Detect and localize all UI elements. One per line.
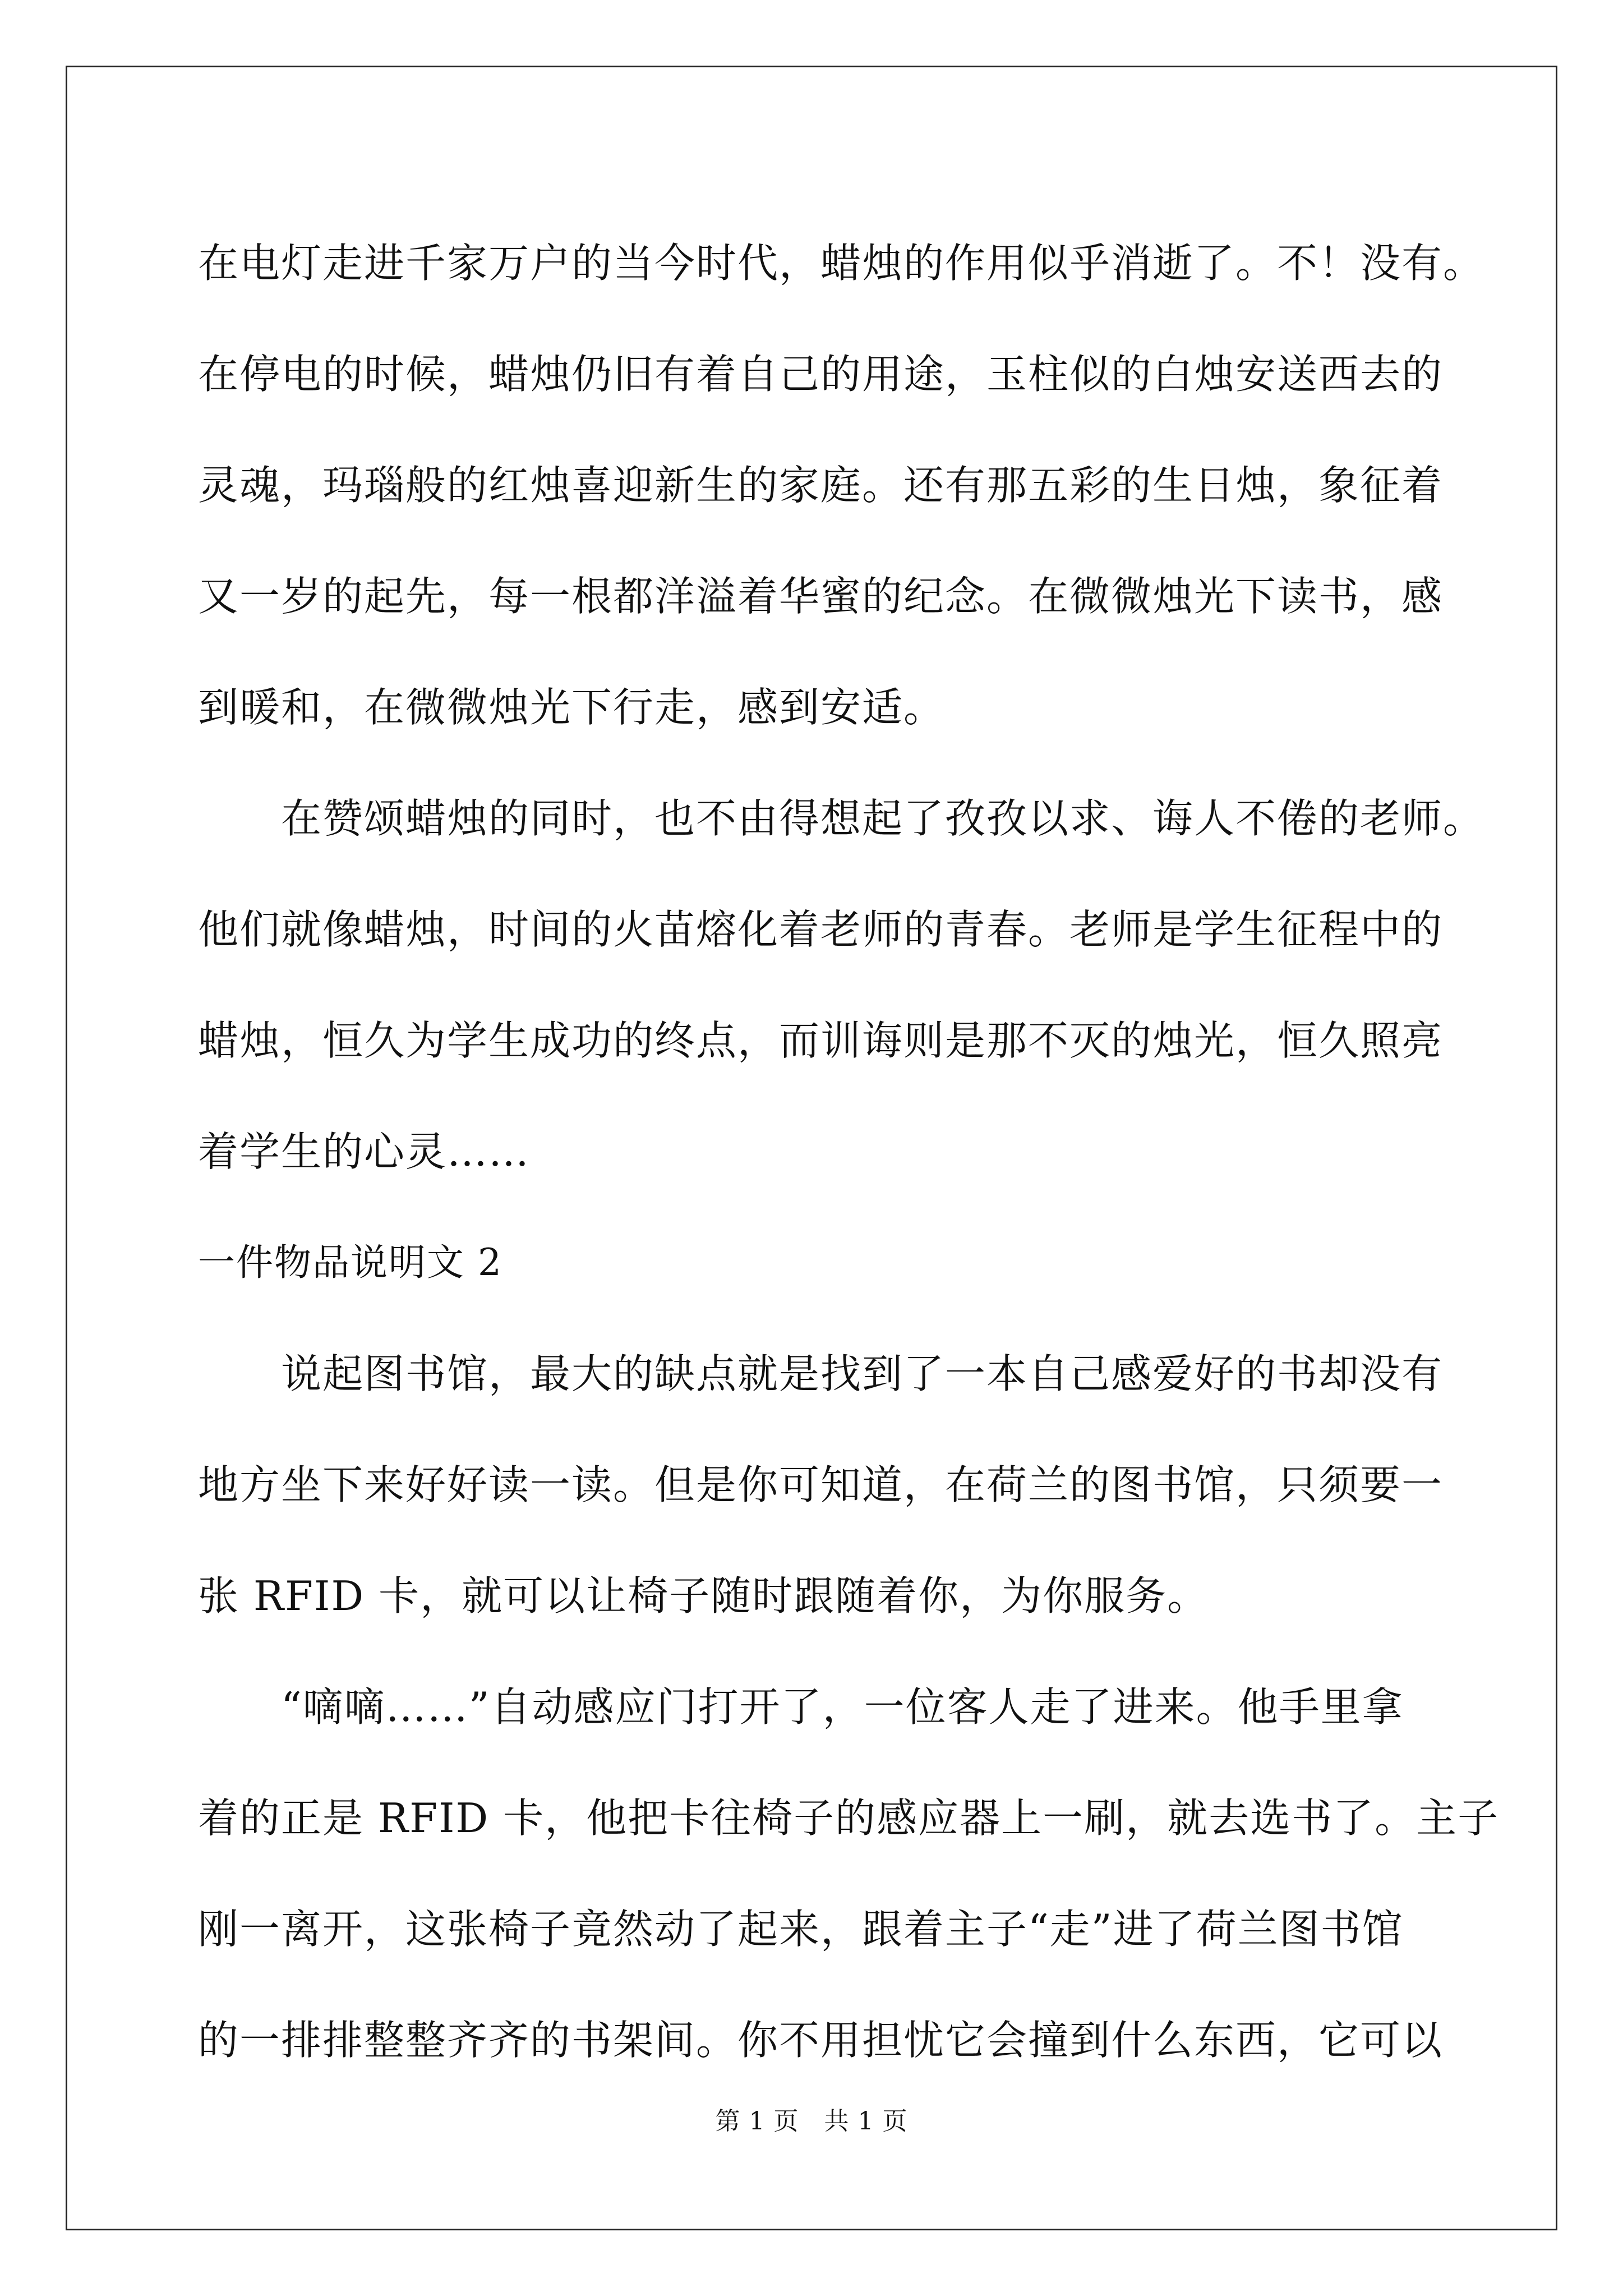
text-line: 到暖和，在微微烛光下行走，感到安适。 xyxy=(198,684,946,731)
text-line: 说起图书馆，最大的缺点就是找到了一本自己感爱好的书却没有 xyxy=(198,1350,1444,1397)
document-body xyxy=(198,208,1500,2096)
text-line: 张 RFID 卡，就可以让椅子随时跟随着你，为你服务。 xyxy=(198,1572,1209,1619)
text-line: 灵魂，玛瑙般的红烛喜迎新生的家庭。还有那五彩的生日烛，象征着 xyxy=(198,462,1444,509)
text-line: 地方坐下来好好读一读。但是你可知道，在荷兰的图书馆，只须要一 xyxy=(198,1461,1444,1508)
text-line: 在赞颂蜡烛的同时，也不由得想起了孜孜以求、诲人不倦的老师。 xyxy=(198,795,1485,842)
text-line: 着学生的心灵…… xyxy=(198,1128,531,1175)
text-line: 又一岁的起先，每一根都洋溢着华蜜的纪念。在微微烛光下读书，感 xyxy=(198,573,1444,620)
text-line: 刚一离开，这张椅子竟然动了起来，跟着主子“走”进了荷兰图书馆 xyxy=(198,1906,1404,1953)
page-footer: 第 1 页 共 1 页 xyxy=(715,2107,908,2136)
text-line: 在停电的时候，蜡烛仍旧有着自己的用途，玉柱似的白烛安送西去的 xyxy=(198,351,1444,398)
text-line: “嘀嘀……”自动感应门打开了，一位客人走了进来。他手里拿 xyxy=(198,1683,1404,1731)
text-line: 蜡烛，恒久为学生成功的终点，而训诲则是那不灭的烛光，恒久照亮 xyxy=(198,1017,1444,1064)
text-line: 的一排排整整齐齐的书架间。你不用担忧它会撞到什么东西，它可以 xyxy=(198,2017,1444,2064)
text-line: 着的正是 RFID 卡，他把卡往椅子的感应器上一刷，就去选书了。主子 xyxy=(198,1795,1500,1842)
section-heading: 一件物品说明文 2 xyxy=(198,1241,502,1284)
text-line: 他们就像蜡烛，时间的火苗熔化着老师的青春。老师是学生征程中的 xyxy=(198,906,1444,953)
text-line: 在电灯走进千家万户的当今时代，蜡烛的作用似乎消逝了。不！没有。 xyxy=(198,240,1485,287)
